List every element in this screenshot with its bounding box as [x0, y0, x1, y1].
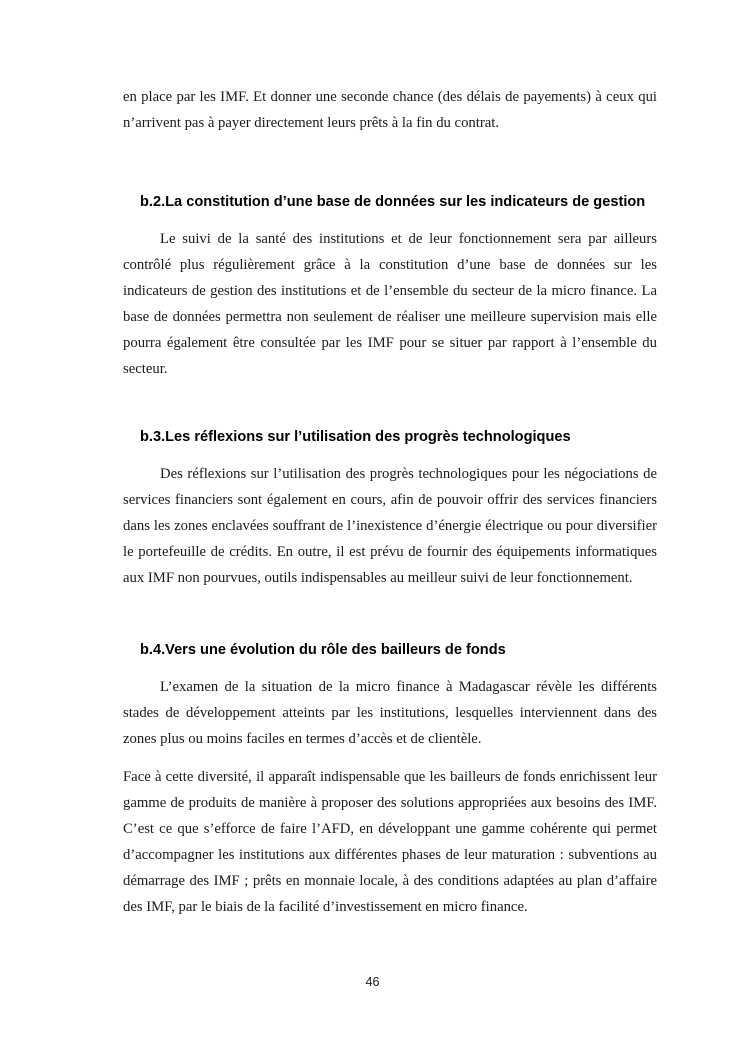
section-heading-b3: b.3.Les réflexions sur l’utilisation des progrès technologiques: [140, 429, 571, 445]
section-heading-b2: b.2.La constitution d’une base de données sur les indicateurs de gestion: [140, 194, 646, 210]
section-b4-paragraph-2: Face à cette diversité, il apparaît indispensable que les bailleurs de fonds enrichissent leur gamme de produits de manière à proposer des solutions appropriées aux besoins des IMF. C’est ce que s’efforce de faire l’AFD, en développant une gamme cohérente qui permet d’accompagner les institutions aux différentes phases de leur maturation : subventions au démarrage des IMF ; prêts en monnaie locale, à des conditions adaptées au plan d’affaire des IMF, par le biais de la facilité d’investissement en micro finance.: [123, 769, 657, 915]
page-number: 46: [365, 975, 380, 989]
page-footer: [0, 973, 745, 991]
page-content: [123, 0, 657, 920]
section-b2-paragraph: Le suivi de la santé des institutions et de leur fonctionnement sera par ailleurs contrôlé plus régulièrement grâce à la constitution d’une base de données sur les indicateurs de gestion des institutions et de l’ensemble du secteur de la micro finance. La base de données permettra non seulement de réaliser une meilleure supervision mais elle pourra également être consultée par les IMF pour se situer par rapport à l’ensemble du secteur.: [123, 231, 657, 377]
section-heading-b4: b.4.Vers une évolution du rôle des bailleurs de fonds: [140, 642, 506, 658]
intro-paragraph: en place par les IMF. Et donner une seconde chance (des délais de payements) à ceux qui n’arrivent pas à payer directement leurs prêts à la fin du contrat.: [123, 89, 657, 131]
section-b4-paragraph-1: L’examen de la situation de la micro finance à Madagascar révèle les différents stades de développement atteints par les institutions, lesquelles interviennent dans des zones plus ou moins faciles en termes d’accès et de clientèle.: [123, 679, 657, 747]
section-b3-paragraph: Des réflexions sur l’utilisation des progrès technologiques pour les négociations de services financiers sont également en cours, afin de pouvoir offrir des services financiers dans les zones enclavées souffrant de l’inexistence d’énergie électrique ou pour diversifier le portefeuille de crédits. En outre, il est prévu de fournir des équipements informatiques aux IMF non pourvues, outils indispensables au meilleur suivi de leur fonctionnement.: [123, 466, 657, 586]
